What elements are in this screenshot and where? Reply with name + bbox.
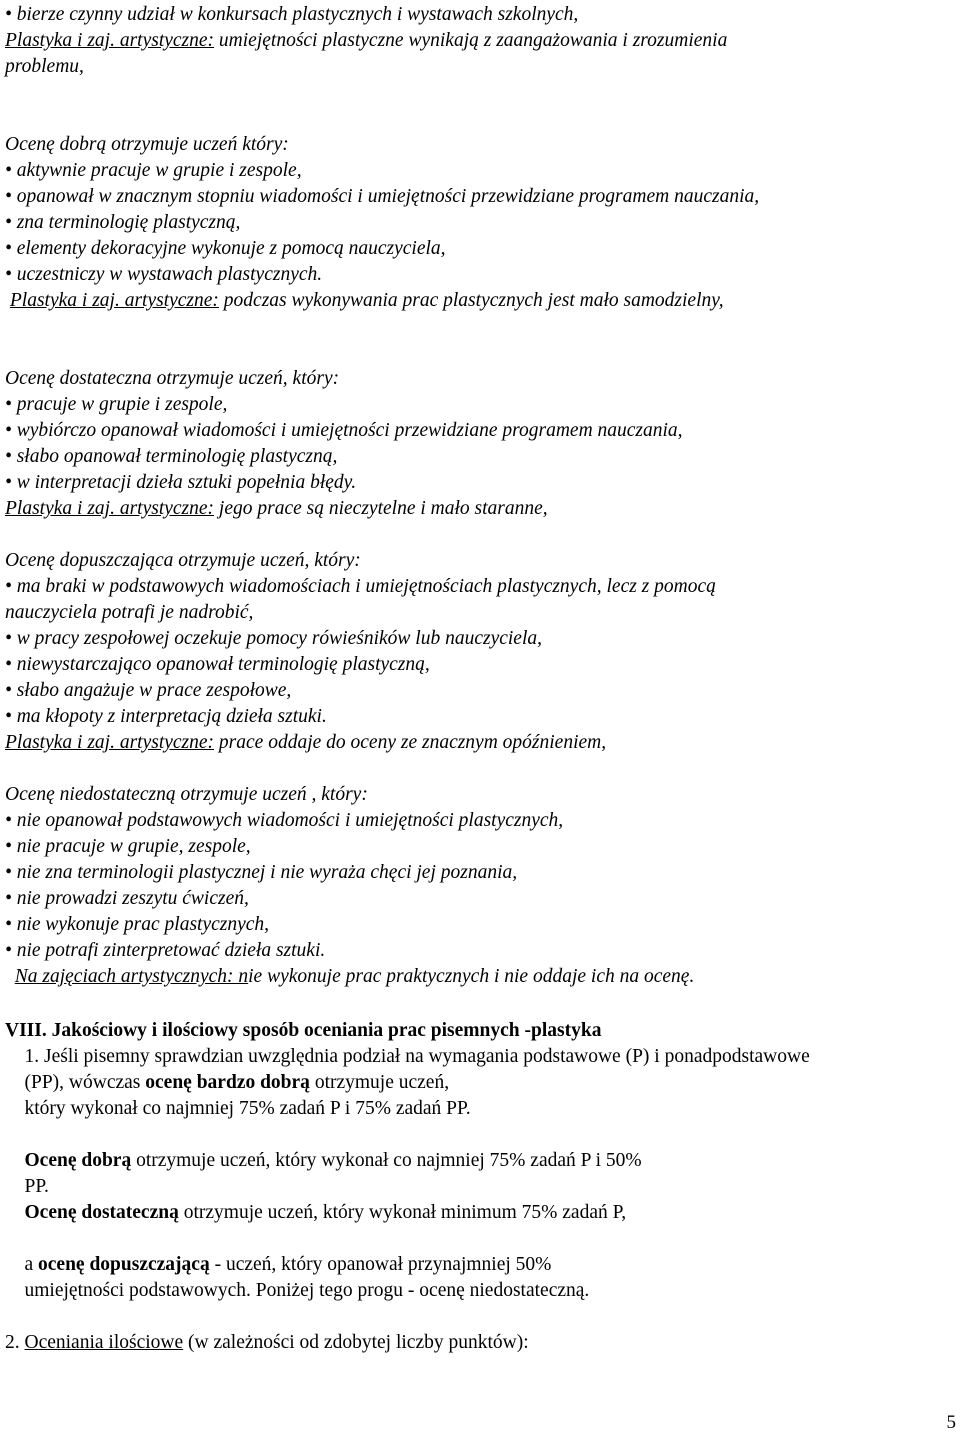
text-line (5, 705, 327, 729)
text-line (5, 809, 563, 833)
text-line (5, 1097, 471, 1121)
text-line (5, 1201, 626, 1225)
text-segment: • ma kłopoty z interpretacją dzieła sztuki. (5, 706, 327, 727)
text-segment: • elementy dekoracyjne wykonuje z pomocą nauczyciela, (5, 238, 446, 259)
text-segment: otrzymuje uczeń, (309, 1072, 450, 1093)
text-segment: • słabo opanował terminologię plastyczną, (5, 446, 338, 467)
text-segment: Plastyka i zaj. artystyczne: (5, 30, 215, 51)
text-segment (5, 966, 15, 987)
text-segment: • nie prowadzi zeszytu ćwiczeń, (5, 888, 249, 909)
text-segment: 1. Jeśli pisemny sprawdzian uwzględnia podział na wymagania podstawowe (P) i ponadpodstawowe (5, 1046, 810, 1067)
text-line (5, 1149, 642, 1173)
text-line (5, 965, 694, 989)
text-line (5, 185, 759, 209)
text-segment: • nie wykonuje prac plastycznych, (5, 914, 270, 935)
text-line (5, 1253, 551, 1277)
text-segment: Na zajęciach artystycznych: n (14, 966, 249, 987)
text-segment: (PP), wówczas (5, 1072, 146, 1093)
text-segment: • nie potrafi zinterpretować dzieła sztuki. (5, 940, 326, 961)
text-segment: PP. (5, 1176, 49, 1197)
text-segment: • opanował w znacznym stopniu wiadomości i umiejętności przewidziane programem nauczania, (5, 186, 760, 207)
text-line (5, 471, 356, 495)
text-segment: • aktywnie pracuje w grupie i zespole, (5, 160, 302, 181)
text-segment: 2. (5, 1332, 25, 1353)
text-line (5, 601, 253, 625)
text-line (5, 1175, 49, 1199)
text-segment: Ocenę dostateczną (24, 1202, 179, 1223)
text-segment: Ocenę dostateczna otrzymuje uczeń, który: (5, 368, 340, 389)
text-line (5, 445, 337, 469)
text-segment: (w zależności od zdobytej liczby punktów): (183, 1332, 529, 1353)
text-segment: otrzymuje uczeń, który wykonał minimum 75% zadań P, (178, 1202, 627, 1223)
text-segment: ie wykonuje prac praktycznych i nie oddaje ich na ocenę. (248, 966, 695, 987)
text-segment: który wykonał co najmniej 75% zadań P i 75% zadań PP. (5, 1098, 471, 1119)
text-segment: • pracuje w grupie i zespole, (5, 394, 228, 415)
text-segment: VIII. Jakościowy i ilościowy sposób oceniania prac pisemnych -plastyka (5, 1020, 602, 1041)
text-line (5, 887, 249, 911)
text-line (5, 55, 84, 79)
text-segment: Ocenę dobrą otrzymuje uczeń który: (5, 134, 289, 155)
text-segment: Ocenę niedostateczną otrzymuje uczeń , który: (5, 784, 368, 805)
text-line (5, 835, 251, 859)
text-segment: umiejętności plastyczne wynikają z zaangażowania i zrozumienia (214, 30, 728, 51)
text-line (5, 627, 542, 651)
text-segment: umiejętności podstawowych. Poniżej tego progu - ocenę niedostateczną. (5, 1280, 590, 1301)
text-line (5, 367, 339, 391)
text-segment: Ocenę dobrą (24, 1150, 132, 1171)
text-line (5, 575, 716, 599)
text-segment: • bierze czynny udział w konkursach plastycznych i wystawach szkolnych, (5, 4, 579, 25)
text-line (5, 1331, 529, 1355)
text-segment: jego prace są nieczytelne i mało staranne, (214, 498, 548, 519)
text-segment: Plastyka i zaj. artystyczne: (9, 290, 219, 311)
text-line (5, 861, 517, 885)
text-line (5, 237, 446, 261)
text-line (5, 679, 291, 703)
text-line (5, 289, 724, 313)
text-line (5, 497, 548, 521)
text-segment (5, 1202, 25, 1223)
text-line (5, 1019, 601, 1043)
text-segment: • nie pracuje w grupie, zespole, (5, 836, 251, 857)
text-line (5, 393, 227, 417)
text-segment: • niewystarczająco opanował terminologię plastyczną, (5, 654, 430, 675)
text-segment: • w pracy zespołowej oczekuje pomocy rówieśników lub nauczyciela, (5, 628, 543, 649)
text-segment: • w interpretacji dzieła sztuki popełnia błędy. (5, 472, 357, 493)
text-line (5, 549, 361, 573)
text-line (5, 3, 578, 27)
text-segment: podczas wykonywania prac plastycznych jest mało samodzielny, (218, 290, 724, 311)
text-line (5, 29, 727, 53)
text-segment (5, 1150, 25, 1171)
text-line (5, 419, 683, 443)
text-segment: • zna terminologię plastyczną, (5, 212, 241, 233)
text-line (5, 939, 325, 963)
text-segment: Plastyka i zaj. artystyczne: (5, 732, 215, 753)
text-segment: Ocenę dopuszczająca otrzymuje uczeń, który: (5, 550, 361, 571)
text-segment: • nie opanował podstawowych wiadomości i umiejętności plastycznych, (5, 810, 564, 831)
text-segment: ocenę bardzo dobrą (145, 1072, 310, 1093)
text-segment: • wybiórczo opanował wiadomości i umiejętności przewidziane programem nauczania, (5, 420, 683, 441)
text-segment: • uczestniczy w wystawach plastycznych. (5, 264, 323, 285)
text-line (5, 913, 269, 937)
text-line (5, 1071, 449, 1095)
text-segment: otrzymuje uczeń, który wykonał co najmniej 75% zadań P i 50% (131, 1150, 642, 1171)
page-number: 5 (946, 1412, 956, 1433)
text-segment: • ma braki w podstawowych wiadomościach i umiejętnościach plastycznych, lecz z pomocą (5, 576, 716, 597)
text-segment: • nie zna terminologii plastycznej i nie wyraża chęci jej poznania, (5, 862, 518, 883)
text-segment: ocenę dopuszczającą (38, 1254, 210, 1275)
text-line (5, 1279, 589, 1303)
text-segment: • słabo angażuje w prace zespołowe, (5, 680, 292, 701)
text-line (5, 783, 368, 807)
text-line (5, 731, 606, 755)
text-segment: a (5, 1254, 39, 1275)
text-segment: Oceniania ilościowe (24, 1332, 184, 1353)
text-segment: Plastyka i zaj. artystyczne: (5, 498, 215, 519)
text-line (5, 133, 289, 157)
text-line (5, 159, 302, 183)
text-line (5, 1045, 810, 1069)
text-segment: - uczeń, który opanował przynajmniej 50% (209, 1254, 552, 1275)
text-segment: problemu, (5, 56, 84, 77)
text-line (5, 653, 430, 677)
text-segment: prace oddaje do oceny ze znacznym opóźnieniem, (214, 732, 607, 753)
text-line (5, 263, 322, 287)
text-line (5, 211, 240, 235)
text-segment: nauczyciela potrafi je nadrobić, (5, 602, 254, 623)
